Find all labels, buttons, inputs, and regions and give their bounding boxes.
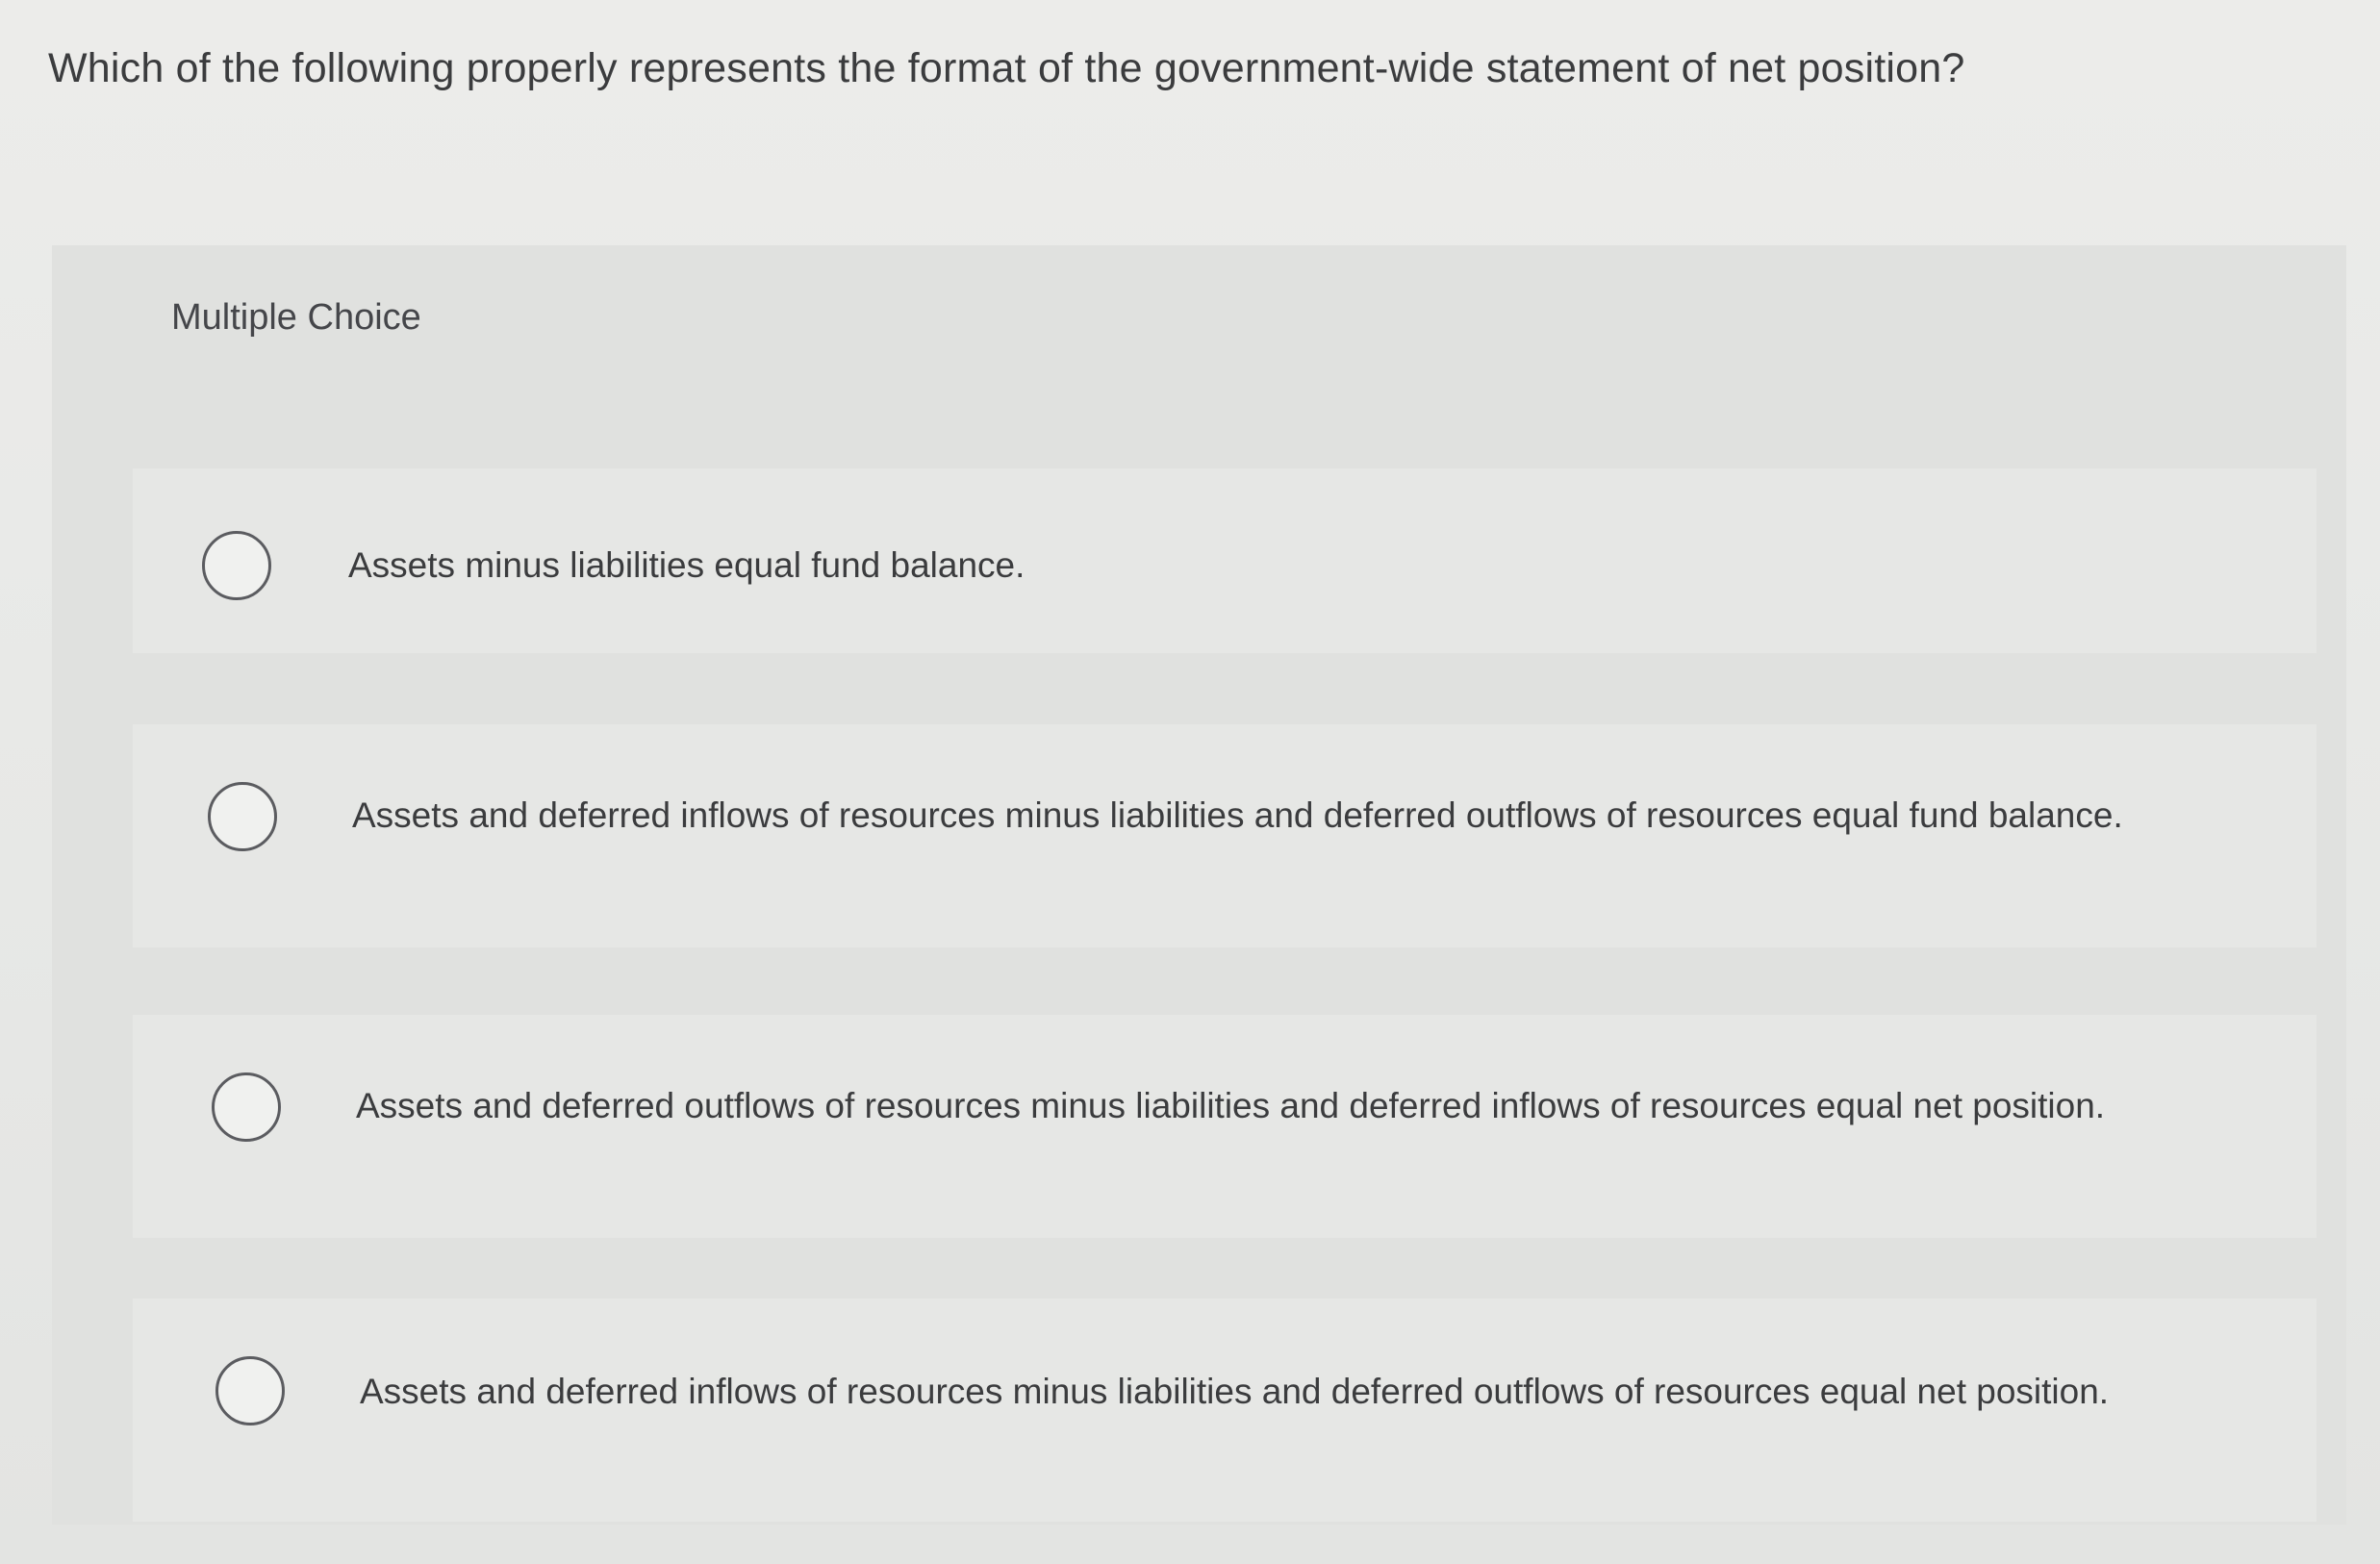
answer-option-text: Assets and deferred outflows of resources minus liabilities and deferred inflows of resources equal net position.: [356, 1086, 2106, 1125]
multiple-choice-panel: [52, 245, 2346, 1525]
answer-option-text: Assets and deferred inflows of resources minus liabilities and deferred outflows of resources equal fund balance.: [352, 795, 2123, 835]
answer-option-2[interactable]: [133, 724, 2317, 947]
answer-option-text: Assets and deferred inflows of resources minus liabilities and deferred outflows of resources equal net position.: [360, 1372, 2110, 1411]
radio-button-icon[interactable]: [212, 1072, 281, 1142]
answer-option-text: Assets minus liabilities equal fund balance.: [348, 545, 1025, 585]
answer-option-1[interactable]: [133, 468, 2317, 653]
radio-button-icon[interactable]: [215, 1356, 285, 1425]
multiple-choice-label: Multiple Choice: [171, 297, 421, 338]
radio-button-icon[interactable]: [202, 531, 271, 600]
question-text: Which of the following properly represents the format of the government-wide statement of net position?: [48, 45, 1965, 91]
answer-option-3[interactable]: [133, 1015, 2317, 1238]
radio-button-icon[interactable]: [208, 782, 277, 851]
answer-option-4[interactable]: [133, 1299, 2317, 1522]
